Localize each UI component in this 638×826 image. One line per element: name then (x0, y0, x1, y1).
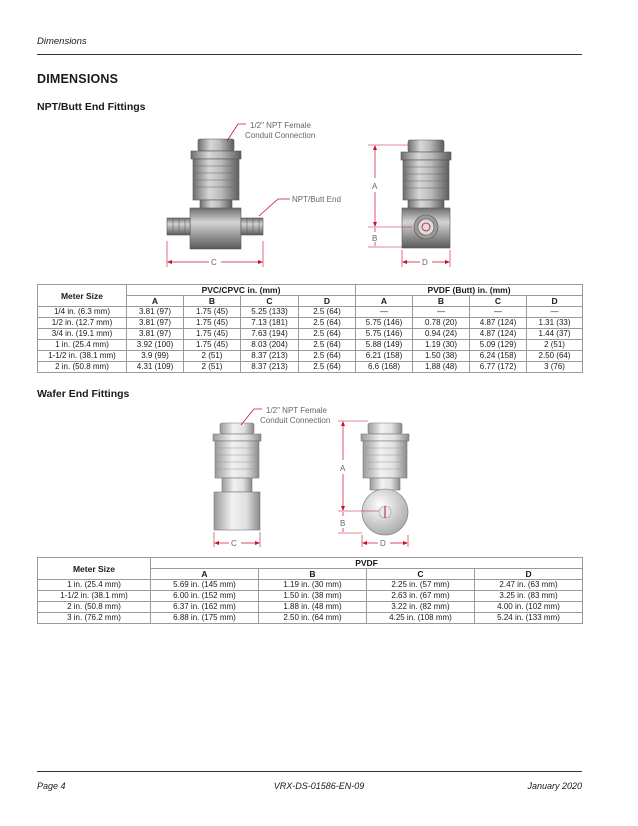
col-header: D (299, 296, 356, 307)
table-row (38, 613, 583, 624)
wafer-dim-label-a: A (340, 464, 346, 473)
cell: 5.88 (149) (356, 340, 413, 351)
footer-rule (37, 771, 582, 772)
cell: — (527, 307, 583, 318)
cell: — (470, 307, 527, 318)
cell: 6.88 in. (175 mm) (151, 613, 259, 624)
cell: 2.50 (64) (527, 351, 583, 362)
table-row (38, 340, 583, 351)
cell: 2.5 (64) (299, 329, 356, 340)
cell: 3.81 (97) (127, 318, 184, 329)
cell: 2.50 in. (64 mm) (259, 613, 367, 624)
col-header: B (184, 296, 241, 307)
section-heading-npt: NPT/Butt End Fittings (37, 101, 146, 113)
wafer-dimensions-table (37, 557, 583, 624)
col-header: D (527, 296, 583, 307)
cell: 2 in. (50.8 mm) (38, 602, 151, 613)
wafer-fitting-diagram (0, 398, 638, 550)
col-meter-size: Meter Size (38, 558, 151, 580)
cell: 1.88 (48) (413, 362, 470, 373)
cell: 2.5 (64) (299, 318, 356, 329)
cell: 1.75 (45) (184, 329, 241, 340)
page-title: DIMENSIONS (37, 72, 119, 86)
cell: — (413, 307, 470, 318)
npt-end-callout: NPT/Butt End (292, 195, 341, 204)
cell: 1.19 (30) (413, 340, 470, 351)
cell: 2 (51) (527, 340, 583, 351)
cell: 1.88 in. (48 mm) (259, 602, 367, 613)
cell: 1/4 in. (6.3 mm) (38, 307, 127, 318)
col-header: D (475, 569, 583, 580)
cell: 1.75 (45) (184, 307, 241, 318)
col-header: A (151, 569, 259, 580)
cell: 2.25 in. (57 mm) (367, 580, 475, 591)
cell: 6.00 in. (152 mm) (151, 591, 259, 602)
conduit-callout-line1: 1/2" NPT Female (250, 121, 311, 130)
cell: 7.13 (181) (241, 318, 299, 329)
cell: 3 in. (76.2 mm) (38, 613, 151, 624)
wafer-dim-label-d: D (380, 539, 386, 548)
cell: 0.94 (24) (413, 329, 470, 340)
npt-fitting-side-view (401, 140, 451, 248)
wafer-fitting-side-view (361, 423, 409, 535)
table-row (38, 362, 583, 373)
header-rule (37, 54, 582, 55)
wafer-conduit-callout-line1: 1/2" NPT Female (266, 406, 327, 415)
table-row (38, 307, 583, 318)
cell: 1/2 in. (12.7 mm) (38, 318, 127, 329)
col-header: A (356, 296, 413, 307)
cell: 2 in. (50.8 mm) (38, 362, 127, 373)
cell: 5.75 (146) (356, 318, 413, 329)
cell: 6.37 in. (162 mm) (151, 602, 259, 613)
cell: 1 in. (25.4 mm) (38, 580, 151, 591)
cell: 3.9 (99) (127, 351, 184, 362)
cell: 3.92 (100) (127, 340, 184, 351)
cell: 2 (51) (184, 351, 241, 362)
cell: 4.00 in. (102 mm) (475, 602, 583, 613)
section-heading-wafer: Wafer End Fittings (37, 388, 130, 400)
col-header: C (470, 296, 527, 307)
cell: 3 (76) (527, 362, 583, 373)
cell: 1.44 (37) (527, 329, 583, 340)
cell: 4.87 (124) (470, 329, 527, 340)
cell: 2.5 (64) (299, 307, 356, 318)
table-row (38, 329, 583, 340)
wafer-dim-label-c: C (231, 539, 237, 548)
wafer-conduit-leader-line (241, 409, 262, 425)
cell: 1.50 (38) (413, 351, 470, 362)
table-row (38, 351, 583, 362)
cell: 1-1/2 in. (38.1 mm) (38, 351, 127, 362)
cell: 1.75 (45) (184, 318, 241, 329)
dim-label-c: C (211, 258, 217, 267)
cell: 1 in. (25.4 mm) (38, 340, 127, 351)
end-leader-line (259, 199, 290, 216)
cell: 3.81 (97) (127, 329, 184, 340)
npt-fitting-diagram (0, 110, 638, 285)
cell: 6.21 (158) (356, 351, 413, 362)
cell: 1-1/2 in. (38.1 mm) (38, 591, 151, 602)
cell: 3/4 in. (19.1 mm) (38, 329, 127, 340)
dim-label-a: A (372, 182, 378, 191)
cell: 5.25 (133) (241, 307, 299, 318)
cell: 2.5 (64) (299, 351, 356, 362)
cell: 6.24 (158) (470, 351, 527, 362)
cell: 2.47 in. (63 mm) (475, 580, 583, 591)
conduit-leader-line (227, 124, 246, 141)
cell: 1.75 (45) (184, 340, 241, 351)
cell: 3.81 (97) (127, 307, 184, 318)
npt-dimensions-table (37, 284, 583, 373)
cell: 8.37 (213) (241, 351, 299, 362)
cell: 4.87 (124) (470, 318, 527, 329)
cell: 7.63 (194) (241, 329, 299, 340)
wafer-conduit-callout-line2: Conduit Connection (260, 416, 331, 425)
running-header: Dimensions (37, 36, 87, 47)
group-pvc-cpvc: PVC/CPVC in. (mm) (127, 285, 356, 296)
document-id: VRX-DS-01586-EN-09 (273, 781, 365, 791)
conduit-callout-line2: Conduit Connection (245, 131, 316, 140)
npt-fitting-front-view (167, 139, 263, 249)
dim-label-d: D (422, 258, 428, 267)
col-header: C (367, 569, 475, 580)
cell: 1.19 in. (30 mm) (259, 580, 367, 591)
group-pvdf: PVDF (151, 558, 583, 569)
cell: 8.03 (204) (241, 340, 299, 351)
cell: 2.5 (64) (299, 362, 356, 373)
col-header: C (241, 296, 299, 307)
cell: 5.09 (129) (470, 340, 527, 351)
cell: 5.75 (146) (356, 329, 413, 340)
group-pvdf-butt: PVDF (Butt) in. (mm) (356, 285, 583, 296)
cell: — (356, 307, 413, 318)
table-row (38, 602, 583, 613)
col-header: A (127, 296, 184, 307)
cell: 6.6 (168) (356, 362, 413, 373)
dim-label-b: B (372, 234, 378, 243)
cell: 4.31 (109) (127, 362, 184, 373)
col-header: B (259, 569, 367, 580)
cell: 2 (51) (184, 362, 241, 373)
cell: 6.77 (172) (470, 362, 527, 373)
col-header: B (413, 296, 470, 307)
cell: 1.50 in. (38 mm) (259, 591, 367, 602)
table-row (38, 580, 583, 591)
cell: 2.5 (64) (299, 340, 356, 351)
page-number: Page 4 (37, 781, 66, 791)
cell: 5.24 in. (133 mm) (475, 613, 583, 624)
cell: 4.25 in. (108 mm) (367, 613, 475, 624)
table-row (38, 318, 583, 329)
cell: 3.25 in. (83 mm) (475, 591, 583, 602)
cell: 0.78 (20) (413, 318, 470, 329)
publication-date: January 2020 (527, 781, 582, 791)
col-meter-size: Meter Size (38, 285, 127, 307)
cell: 8.37 (213) (241, 362, 299, 373)
cell: 5.69 in. (145 mm) (151, 580, 259, 591)
wafer-dim-label-b: B (340, 519, 346, 528)
table-row (38, 591, 583, 602)
wafer-fitting-front-view (213, 423, 261, 530)
cell: 3.22 in. (82 mm) (367, 602, 475, 613)
cell: 2.63 in. (67 mm) (367, 591, 475, 602)
cell: 1.31 (33) (527, 318, 583, 329)
